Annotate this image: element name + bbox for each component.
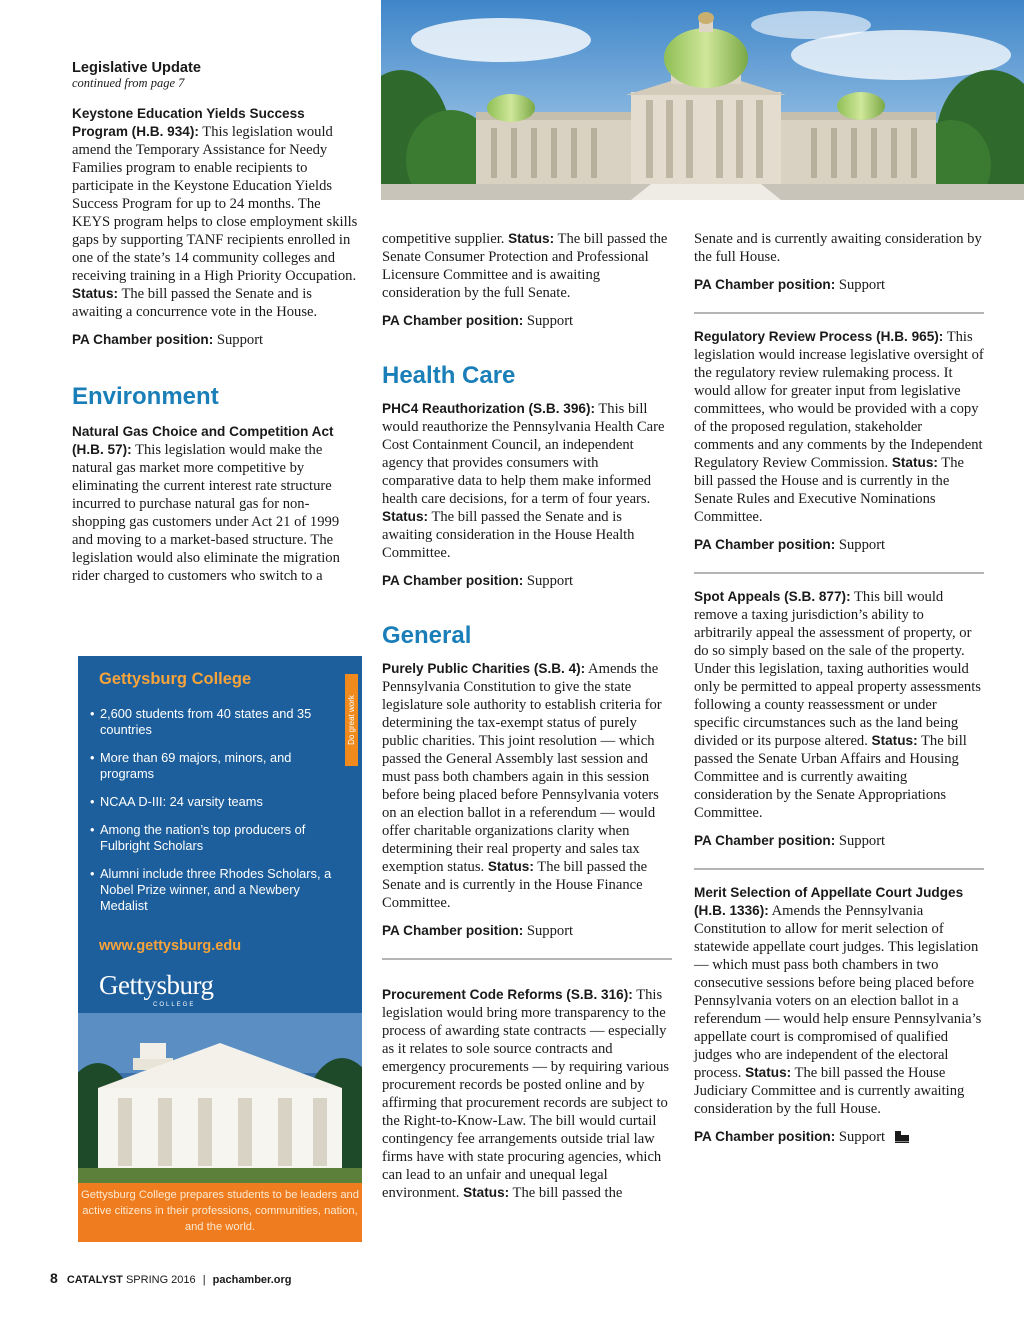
- entry-title: Merit Selection of Appellate Court Judges (H.B. 1336):: [694, 885, 964, 918]
- capitol-photo: [381, 0, 1024, 200]
- entry-body: This legislation would increase legislative oversight of the regulatory review rulemaking process. It would allow for greater input from legislative committees, who would be provided with a copy of the proposed regulation, stakeholder comments and any comments by the Independent Regulatory Review Commission.: [694, 329, 984, 471]
- heading-general: General: [382, 622, 472, 649]
- entry-merit-selection: [694, 884, 984, 1118]
- status-label: Status:: [871, 733, 918, 748]
- entry-regulatory: [694, 328, 984, 526]
- entry-title: Natural Gas Choice and Competition Act (H.B. 57):: [72, 424, 334, 457]
- end-mark-icon: [895, 1130, 909, 1148]
- entry-title: Regulatory Review Process (H.B. 965):: [694, 329, 944, 344]
- page-footer: [50, 1270, 292, 1286]
- position-value: Support: [838, 1129, 886, 1145]
- continued-note: continued from page 7: [72, 76, 185, 90]
- ad-logo-sub: COLLEGE: [153, 1002, 196, 1008]
- entry-body: Amends the Pennsylvania Constitution to give the state legislature sole authority to establish criteria for determining the tax-exempt status of purely public charities. This joint resolution — which passed the General Assembly last session and must pass both chambers again in this session before being placed before Pennsylvania voters on an election ballot in a referendum — would offer charitable organizations clarity when determining their real property and sales tax exemption status.: [382, 661, 662, 875]
- status-label: Status:: [508, 231, 555, 246]
- divider: [382, 958, 672, 960]
- entry-title: PHC4 Reauthorization (S.B. 396):: [382, 401, 595, 416]
- entry-charities: [382, 660, 672, 912]
- position-label: PA Chamber position:: [72, 332, 214, 347]
- position-charities: [382, 922, 672, 940]
- position-label: PA Chamber position:: [694, 1129, 836, 1144]
- gettysburg-ad[interactable]: [78, 656, 362, 1242]
- issue-label: SPRING 2016: [125, 1274, 196, 1286]
- entry-body: Senate and is currently awaiting consideration by the full House.: [694, 231, 982, 265]
- position-label: PA Chamber position:: [694, 833, 836, 848]
- position-procurement: [694, 276, 984, 294]
- position-label: PA Chamber position:: [694, 277, 836, 292]
- ad-tagline: Gettysburg College prepares students to be leaders and active citizens in their professions, communities, nation, and the world.: [78, 1183, 362, 1242]
- status-label: Status:: [745, 1065, 792, 1080]
- position-regulatory: [694, 536, 984, 554]
- ad-bullet: • Alumni include three Rhodes Scholars, a Nobel Prize winner, and a Newbery Medalist: [90, 866, 340, 914]
- divider: [694, 312, 984, 314]
- section-title: Legislative Update: [72, 60, 201, 76]
- ad-bullet: • More than 69 majors, minors, and programs: [90, 750, 340, 782]
- status-text: The bill passed the Senate Urban Affairs and Housing Committee and is currently awaiting consideration by the Senate Appropriations Committee.: [694, 733, 967, 821]
- position-keys: [72, 331, 362, 349]
- position-value: Support: [216, 332, 264, 348]
- status-text: The bill passed the House and is currently in the Senate Rules and Executive Nominations Committee.: [694, 455, 964, 525]
- footer-separator: |: [202, 1274, 206, 1286]
- ad-side-tab: [345, 674, 358, 766]
- page-number: 8: [50, 1270, 58, 1286]
- website-link[interactable]: pachamber.org: [212, 1274, 292, 1286]
- ad-bullet: • 2,600 students from 40 states and 35 countries: [90, 706, 340, 738]
- column-1: [72, 60, 362, 595]
- position-value: Support: [526, 573, 574, 589]
- status-label: Status:: [891, 455, 938, 470]
- entry-body: This legislation would make the natural gas market more competitive by eliminating the current interest rate structure incurred to purchase natural gas for non-shopping gas customers under Act 21 of 1999 and moving to a market-based structure. The legislation would also eliminate the migration rider charged to customers who switch to a: [72, 442, 340, 584]
- position-gas: [382, 312, 672, 330]
- entry-procurement: [382, 986, 672, 1202]
- entry-title: Procurement Code Reforms (S.B. 316):: [382, 987, 633, 1002]
- entry-keys: [72, 105, 362, 321]
- status-text: The bill passed the Senate and is awaiting consideration in the House Health Committee.: [382, 509, 635, 561]
- ad-side-text: Do great work: [347, 695, 356, 745]
- status-label: Status:: [463, 1185, 510, 1200]
- status-text: The bill passed the Senate Consumer Protection and Professional Licensure Committee and is awaiting consideration by the full Senate.: [382, 231, 668, 301]
- entry-spot-appeals: [694, 588, 984, 822]
- position-phc4: [382, 572, 672, 590]
- ad-logo: Gettysburg: [99, 970, 214, 1000]
- entry-title: Purely Public Charities (S.B. 4):: [382, 661, 586, 676]
- entry-body: This bill would remove a taxing jurisdiction’s ability to arbitrarily appeal the assessment of property, or do so simply based on the sale of the property. Under this legislation, taxing authorities would only be permitted to appeal property assessments following a county reassessment or under specific circumstances such as the land being divided or its purpose altered.: [694, 589, 981, 749]
- entry-gas: [72, 423, 362, 585]
- magazine-name: CATALYST: [66, 1274, 123, 1286]
- status-label: Status:: [72, 286, 119, 301]
- entry-procurement-continued: [694, 230, 984, 266]
- position-value: Support: [838, 537, 886, 553]
- ad-building-photo: [78, 1013, 362, 1183]
- entry-body: competitive supplier.: [382, 231, 505, 247]
- ad-bullet-list: [90, 706, 340, 926]
- ad-bullet: • Among the nation’s top producers of Fulbright Scholars: [90, 822, 340, 854]
- ad-title: Gettysburg College: [99, 670, 252, 688]
- status-text: The bill passed the: [512, 1185, 623, 1201]
- heading-health-care: Health Care: [382, 362, 516, 389]
- position-label: PA Chamber position:: [382, 573, 524, 588]
- ad-bullet: • NCAA D-III: 24 varsity teams: [90, 794, 340, 810]
- entry-phc4: [382, 400, 672, 562]
- entry-body: This legislation would bring more transparency to the process of awarding state contracts — especially as it relates to sole source contracts and emergency procurements — by requiring various procurement records be posted online and by affirming that procurement records are subject to the Right-to-Know-Law. The bill would curtail contingency fee arrangements outside trial law firms have with state procuring agencies, which can lead to an unfair and unequal legal environment.: [382, 987, 670, 1201]
- position-label: PA Chamber position:: [382, 923, 524, 938]
- entry-gas-continued: [382, 230, 672, 302]
- status-label: Status:: [487, 859, 534, 874]
- entry-title: Spot Appeals (S.B. 877):: [694, 589, 851, 604]
- position-value: Support: [838, 833, 886, 849]
- entry-body: Amends the Pennsylvania Constitution to allow for merit selection of statewide appellate court judges. This legislation — which must pass both chambers in two consecutive sessions before being placed before Pennsylvania voters on an election ballot in a referendum — would help ensure Pennsylvania’s appellate court is compromised of qualified judges who are independent of the electoral process.: [694, 903, 982, 1081]
- heading-environment: Environment: [72, 383, 219, 410]
- position-spot-appeals: [694, 832, 984, 850]
- entry-body: This legislation would amend the Temporary Assistance for Needy Families program to enable recipients to participate in the Keystone Education Yields Success Program for up to 24 months. The KEYS program helps to close employment skills gaps by supporting TANF recipients enrolled in one of the state’s 14 community colleges and receiving training in a High Priority Occupation.: [72, 124, 358, 284]
- status-text: The bill passed the House Judiciary Committee and is currently awaiting consideration by the full House.: [694, 1065, 965, 1117]
- status-label: Status:: [382, 509, 429, 524]
- position-value: Support: [526, 313, 574, 329]
- entry-body: This bill would reauthorize the Pennsylvania Health Care Cost Containment Council, an independent agency that provides consumers with comparative data to help them make informed health care decisions, for a term of four years.: [382, 401, 665, 507]
- status-text: The bill passed the Senate and is currently in the House Finance Committee.: [382, 859, 648, 911]
- position-value: Support: [838, 277, 886, 293]
- status-text: The bill passed the Senate and is awaiting a concurrence vote in the House.: [72, 286, 318, 320]
- entry-title: Keystone Education Yields Success Program (H.B. 934):: [72, 106, 305, 139]
- position-label: PA Chamber position:: [382, 313, 524, 328]
- ad-url-link[interactable]: www.gettysburg.edu: [99, 938, 242, 954]
- position-label: PA Chamber position:: [694, 537, 836, 552]
- divider: [694, 868, 984, 870]
- column-3: [694, 230, 984, 1148]
- position-merit-selection: [694, 1128, 984, 1148]
- divider: [694, 572, 984, 574]
- column-2: [382, 230, 672, 1212]
- position-value: Support: [526, 923, 574, 939]
